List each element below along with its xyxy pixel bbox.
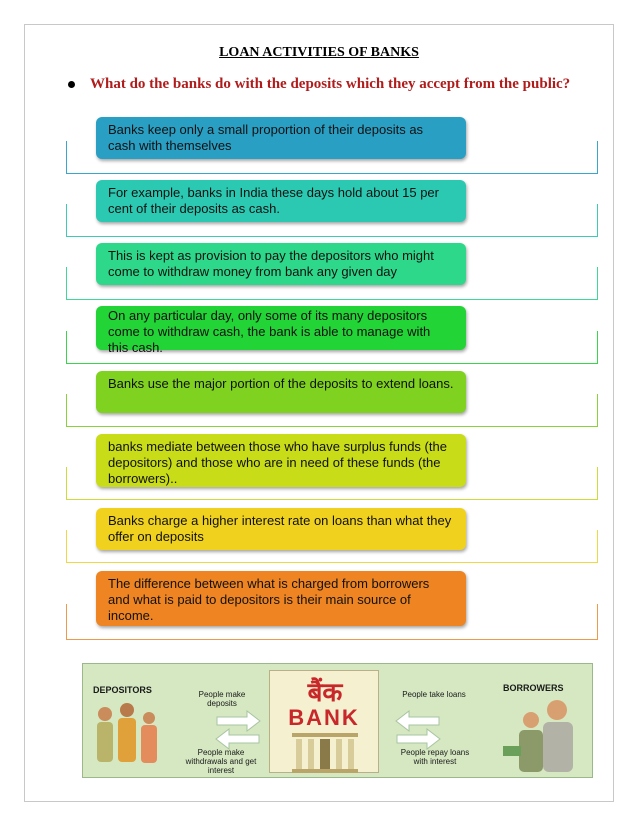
card-text: Banks charge a higher interest rate on loans than what they offer on deposits bbox=[108, 513, 452, 544]
bank-illustration bbox=[82, 663, 593, 778]
bank-text: BANK bbox=[288, 705, 360, 730]
people-make-deposits-text: People make deposits bbox=[198, 690, 246, 708]
bank-hindi-text: बैंक bbox=[307, 678, 343, 708]
bank-facade-icon bbox=[292, 733, 358, 773]
info-card bbox=[96, 117, 466, 159]
people-make-withdrawals-text: People make withdrawals and get interest bbox=[185, 748, 257, 775]
bullet-icon bbox=[68, 81, 75, 88]
info-card bbox=[96, 306, 466, 355]
card-text: Banks keep only a small proportion of their deposits as cash with themselves bbox=[108, 122, 424, 153]
people-take-loans-text: People take loans bbox=[402, 690, 466, 699]
card-text: For example, banks in India these days hold about 15 per cent of their deposits as cash. bbox=[108, 185, 439, 216]
card-text: The difference between what is charged from borrowers and what is paid to depositors is their main source of income. bbox=[108, 576, 430, 623]
arrow-left-icon bbox=[215, 728, 261, 750]
info-card bbox=[96, 508, 466, 550]
depositors-figure-icon bbox=[91, 700, 169, 776]
arrow-right-icon bbox=[395, 728, 441, 750]
borrowers-figure-icon bbox=[501, 694, 587, 776]
question-text: What do the banks do with the deposits which they accept from the public? bbox=[90, 76, 571, 92]
info-card bbox=[96, 371, 466, 413]
card-text: This is kept as provision to pay the depositors who might come to withdraw money from bank any given day bbox=[108, 248, 434, 279]
card-text: banks mediate between those who have surplus funds (the depositors) and those who are in need of these funds (the borrowers).. bbox=[108, 439, 447, 486]
info-card bbox=[96, 571, 466, 626]
card-text: Banks use the major portion of the deposits to extend loans. bbox=[108, 376, 454, 391]
people-repay-loans-text: People repay loans with interest bbox=[400, 748, 470, 766]
page-title: LOAN ACTIVITIES OF BANKS bbox=[219, 45, 419, 60]
borrowers-label: BORROWERS bbox=[503, 683, 564, 693]
card-text: On any particular day, only some of its many depositors come to withdraw cash, the bank is able to manage with this cash. bbox=[108, 308, 431, 355]
bank-building bbox=[269, 670, 379, 773]
info-card bbox=[96, 243, 466, 285]
depositors-label: DEPOSITORS bbox=[93, 685, 152, 695]
info-card bbox=[96, 180, 466, 222]
info-card bbox=[96, 434, 466, 487]
